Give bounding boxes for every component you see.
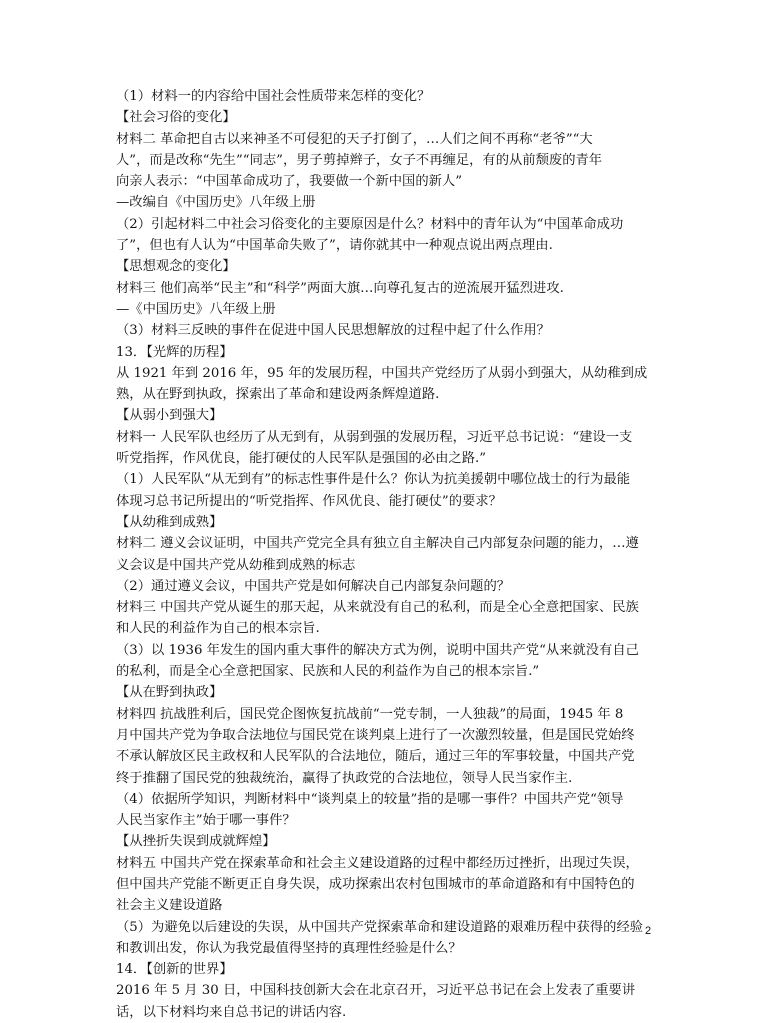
text-line: 材料三 中国共产党从诞生的那天起，从来就没有自己的私利，而是全心全意把国家、民族 bbox=[116, 600, 639, 616]
text-line: （1）材料一的内容给中国社会性质带来怎样的变化？ bbox=[116, 89, 431, 104]
text-line: （5）为避免以后建设的失误，从中国共产党探索革命和建设道路的艰难历程中获得的经验 bbox=[116, 919, 644, 935]
text-line: 向亲人表示：“中国革命成功了，我要做一个新中国的新人” bbox=[116, 174, 463, 190]
text-line: 熟，从在野到执政，探索出了革命和建设两条辉煌道路. bbox=[116, 387, 440, 403]
text-line: 的私利，而是全心全意把国家、民族和人民的利益作为自己的根本宗旨.” bbox=[116, 664, 540, 680]
text-line: 话，以下材料均来自总书记的讲话内容. bbox=[116, 1004, 347, 1020]
text-line: 了”，但也有人认为“中国革命失败了”，请你就其中一种观点说出两点理由. bbox=[116, 238, 553, 254]
document-body bbox=[116, 86, 664, 1023]
text-line: 【社会习俗的变化】 bbox=[116, 110, 236, 126]
text-line: 但中国共产党能不断更正自身失误，成功探索出农村包围城市的革命道路和有中国特色的 bbox=[116, 876, 635, 892]
text-line: 义会议是中国共产党从幼稚到成熟的标志 bbox=[116, 557, 356, 573]
text-line: 月中国共产党为争取合法地位与国民党在谈判桌上进行了一次激烈较量，但是国民党始终 bbox=[116, 727, 635, 743]
text-line: （2）通过遵义会议，中国共产党是如何解决自己内部复杂问题的？ bbox=[116, 578, 511, 594]
text-line: 材料二 遵义会议证明，中国共产党完全具有独立自主解决自己内部复杂问题的能力，…遵 bbox=[116, 536, 639, 552]
text-line: （4）依据所学知识，判断材料中“谈判桌上的较量”指的是哪一事件？中国共产党“领导 bbox=[116, 791, 624, 807]
text-line: 社会主义建设道路 bbox=[116, 898, 223, 914]
text-line: 【从挫折失误到成就辉煌】 bbox=[116, 834, 276, 850]
text-line: 2016 年 5 月 30 日，中国科技创新大会在北京召开，习近平总书记在会上发表了重要讲 bbox=[116, 983, 636, 999]
text-line: —改编自《中国历史》八年级上册 bbox=[116, 195, 316, 211]
text-line: 材料四 抗战胜利后，国民党企图恢复抗战前“一党专制，一人独裁”的局面，1945 年 8 bbox=[116, 706, 624, 722]
text-line: 材料二 革命把自古以来神圣不可侵犯的天子打倒了，…人们之间不再称“老爷”“大 bbox=[116, 131, 593, 147]
text-line: 【从幼稚到成熟】 bbox=[116, 514, 223, 530]
text-line: （1）人民军队“从无到有”的标志性事件是什么？你认为抗美援朝中哪位战士的行为最能 bbox=[116, 472, 631, 488]
text-line: 人”，而是改称“先生”“同志”，男子剪掉辫子，女子不再缠足，有的从前颓废的青年 bbox=[116, 152, 603, 168]
text-line: 材料三 他们高举“民主”和“科学”两面大旗…向尊孔复古的逆流展开猛烈进攻. bbox=[116, 280, 564, 296]
text-line: 和教训出发，你认为我党最值得坚持的真理性经验是什么？ bbox=[116, 940, 462, 956]
text-line: 听党指挥，作风优良，能打硬仗的人民军队是强国的必由之路.” bbox=[116, 451, 487, 467]
text-line: 【从弱小到强大】 bbox=[116, 408, 223, 424]
text-line: （3）材料三反映的事件在促进中国人民思想解放的过程中起了什么作用？ bbox=[116, 323, 550, 339]
text-line: 终于推翻了国民党的独裁统治，赢得了执政党的合法地位，领导人民当家作主. bbox=[116, 770, 573, 786]
text-line: 【思想观念的变化】 bbox=[116, 259, 236, 275]
text-line: 体现习总书记所提出的“听党指挥、作风优良、能打硬仗”的要求？ bbox=[116, 493, 502, 509]
text-line: —《中国历史》八年级上册 bbox=[116, 301, 276, 317]
text-line: 材料一 人民军队也经历了从无到有，从弱到强的发展历程，习近平总书记说：“建设一支 bbox=[116, 429, 633, 445]
text-line: 【从在野到执政】 bbox=[116, 685, 223, 701]
text-line: 和人民的利益作为自己的根本宗旨. bbox=[116, 621, 320, 637]
text-line: 13．【光辉的历程】 bbox=[116, 344, 233, 360]
text-line: 人民当家作主”始于哪一事件？ bbox=[116, 813, 296, 829]
page-number: 2 bbox=[645, 925, 652, 937]
text-line: （2）引起材料二中社会习俗变化的主要原因是什么？材料中的青年认为“中国革命成功 bbox=[116, 216, 624, 232]
text-line: （3）以 1936 年发生的国内重大事件的解决方式为例，说明中国共产党“从来就没有自己 bbox=[116, 642, 639, 658]
text-line: 材料五 中国共产党在探索革命和社会主义建设道路的过程中都经历过挫折，出现过失误， bbox=[116, 855, 639, 871]
text-line: 不承认解放区民主政权和人民军队的合法地位，随后，通过三年的军事较量，中国共产党 bbox=[116, 749, 635, 765]
text-line: 14．【创新的世界】 bbox=[116, 962, 233, 978]
text-line: 从 1921 年到 2016 年，95 年的发展历程，中国共产党经历了从弱小到强大，从幼稚到成 bbox=[116, 365, 648, 381]
